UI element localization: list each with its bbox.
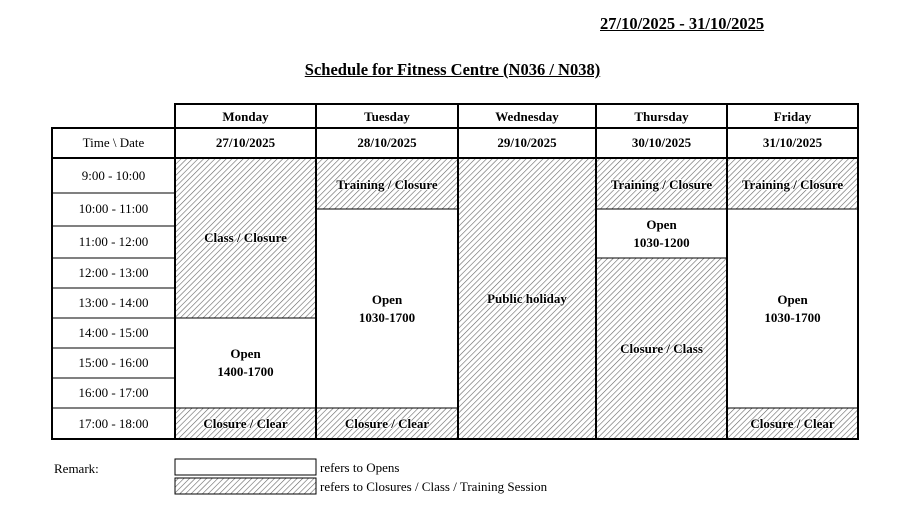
legend-open-text: refers to Opens	[320, 460, 400, 475]
date-range: 27/10/2025 - 31/10/2025	[600, 14, 765, 33]
tue-open-label: Open	[371, 292, 403, 307]
fri-open-label: Open	[777, 292, 808, 307]
tue-open-hours: 1030-1700	[358, 310, 416, 325]
time-slot: 17:00 - 18:00	[78, 416, 149, 431]
time-slot: 13:00 - 14:00	[78, 295, 149, 310]
mon-clear-label: Closure / Clear	[203, 416, 288, 431]
time-slot: 9:00 - 10:00	[81, 168, 146, 183]
time-slot: 10:00 - 11:00	[78, 201, 149, 216]
time-slot: 15:00 - 16:00	[78, 355, 149, 370]
fri-training-label: Training / Closure	[741, 177, 844, 192]
thu-class-label: Closure / Class	[620, 341, 703, 356]
page-title: Schedule for Fitness Centre (N036 / N038)	[304, 60, 601, 79]
mon-open-label: Open	[230, 346, 261, 361]
date-wednesday: 29/10/2025	[497, 135, 557, 150]
legend-closure-text: refers to Closures / Class / Training Session	[320, 479, 548, 494]
day-name-tuesday: Tuesday	[364, 109, 410, 124]
corner-label: Time \ Date	[82, 135, 145, 150]
day-name-wednesday: Wednesday	[495, 109, 559, 124]
mon-class-label: Class / Closure	[204, 230, 287, 245]
time-slot: 12:00 - 13:00	[78, 265, 149, 280]
fri-clear-label: Closure / Clear	[750, 416, 835, 431]
date-tuesday: 28/10/2025	[357, 135, 417, 150]
mon-open-hours: 1400-1700	[217, 364, 274, 379]
date-monday: 27/10/2025	[215, 135, 276, 150]
tue-clear-label: Closure / Clear	[344, 416, 430, 431]
date-friday: 31/10/2025	[762, 135, 823, 150]
thu-training-label: Training / Closure	[610, 177, 713, 192]
time-slot: 11:00 - 12:00	[78, 234, 149, 249]
fri-open-hours: 1030-1700	[764, 310, 821, 325]
day-name-friday: Friday	[773, 109, 812, 124]
date-thursday: 30/10/2025	[631, 135, 692, 150]
thu-open-label: Open	[646, 217, 677, 232]
thu-open-hours: 1030-1200	[633, 235, 690, 250]
day-name-monday: Monday	[222, 109, 269, 124]
tue-training-label: Training / Closure	[336, 177, 438, 192]
time-slot: 14:00 - 15:00	[78, 325, 149, 340]
day-name-thursday: Thursday	[634, 109, 689, 124]
legend-open-swatch	[175, 459, 316, 475]
remark-label: Remark:	[54, 461, 99, 476]
wed-holiday-label: Public holiday	[487, 291, 567, 306]
time-slot: 16:00 - 17:00	[78, 385, 149, 400]
legend-closure-swatch	[175, 478, 316, 494]
